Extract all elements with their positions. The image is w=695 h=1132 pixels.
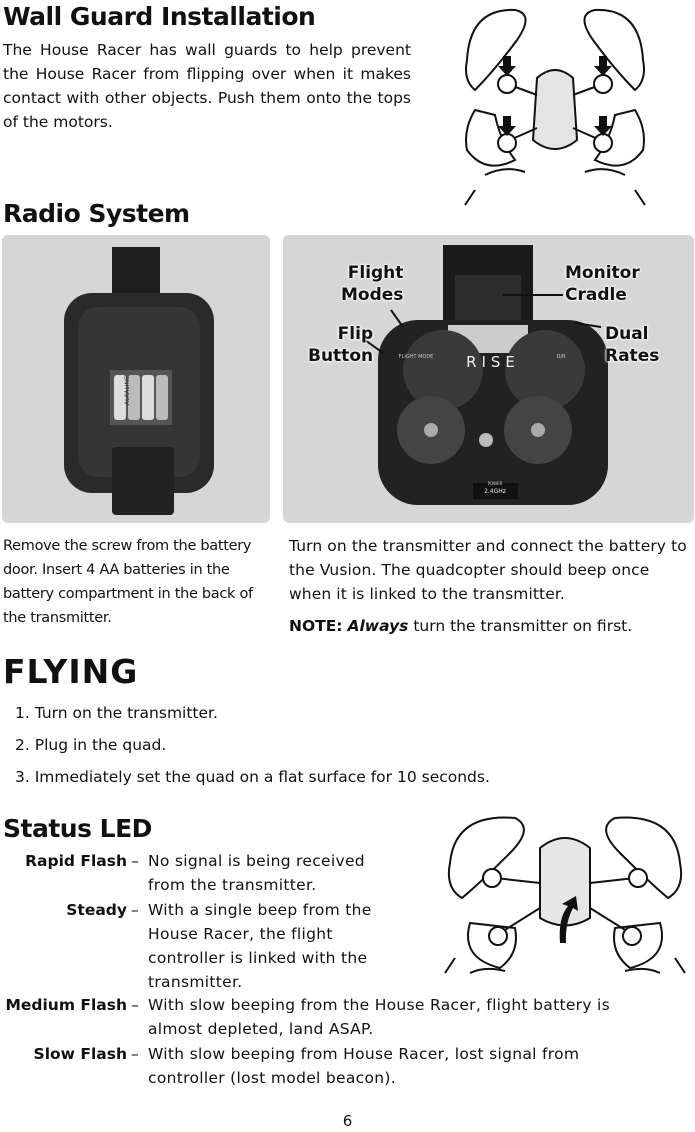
note-emphasis: Always [347,617,409,635]
callout-dual-rates: Dual Rates [605,324,660,366]
led-term: Rapid Flash [25,852,127,870]
transmitter-brand: RISE [466,353,520,371]
led-term: Slow Flash [33,1045,127,1063]
wall-guard-text: The House Racer has wall guards to help prevent the House Racer from flipping over when it makes contact with other objects. Push them onto the tops of the motors. [3,41,411,131]
callout-monitor-cradle: Monitor Cradle [565,263,640,305]
flying-step-3: 3. Immediately set the quad on a flat surface for 10 seconds. [15,768,490,786]
transmitter-front-photo [283,235,694,523]
quad-wall-guard-illustration [455,0,655,212]
led-dash: – [131,852,139,870]
quad-status-led-illustration [440,808,690,983]
transmitter-back-photo [2,235,270,523]
battery-label: ALKALINE [124,376,131,405]
flying-step-2: 2. Plug in the quad. [15,736,167,754]
led-desc: With a single beep from the House Racer, the flight controller is linked with the transmitter. [148,901,372,991]
transmitter-note [289,614,632,638]
flying-step-1: 1. Turn on the transmitter. [15,704,218,722]
radio-system-title: Radio System [3,199,190,228]
page-number: 6 [342,1112,353,1130]
transmitter-power-label: POWER [487,481,503,486]
led-term: Medium Flash [5,996,127,1014]
wall-guard-title: Wall Guard Installation [3,2,316,31]
callout-flip-button: Flip Button [308,324,374,366]
flying-title: FLYING [3,652,139,691]
transmitter-flight-mode-label: FLIGHT MODE [398,354,434,360]
transmitter-dr-label: D/R [556,354,566,360]
led-dash: – [131,901,139,919]
led-desc: With slow beeping from the House Racer, flight battery is almost depleted, land ASAP. [148,996,611,1038]
note-rest: turn the transmitter on first. [413,617,633,635]
transmitter-instructions: Turn on the transmitter and connect the battery to the Vusion. The quadcopter should beep once when it is linked to the transmitter. [289,537,687,603]
status-led-title: Status LED [3,814,152,843]
callout-flight-modes: Flight Modes [341,263,404,305]
battery-instructions: Remove the screw from the battery door. Insert 4 AA batteries in the battery compartment in the back of the transmitter. [3,538,253,626]
led-dash: – [131,1045,139,1063]
transmitter-freq: 2.4GHz [484,488,506,495]
note-label: NOTE: [289,617,343,635]
led-dash: – [131,996,139,1014]
led-desc: No signal is being received from the transmitter. [148,852,365,894]
led-desc: With slow beeping from House Racer, lost signal from controller (lost model beacon). [148,1045,580,1087]
led-term: Steady [66,901,127,919]
